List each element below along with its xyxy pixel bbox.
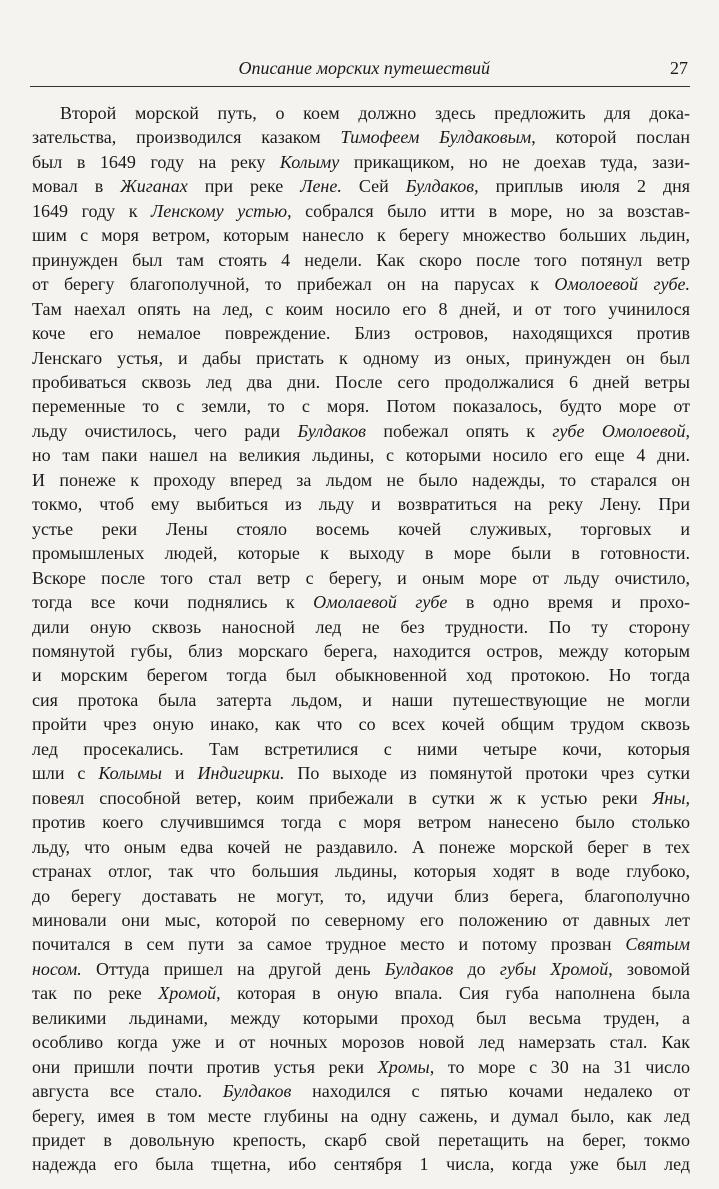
text-line: помянутой губы, близ морскаго берега, находится остров, между которым xyxy=(32,640,690,661)
text-line: и морским берегом тогда был обыкновенной ход протокою. Но тогда xyxy=(32,665,690,686)
text-line: И понеже к проходу вперед за льдом не было надежды, то старался он xyxy=(32,469,690,490)
text-line: тогда все кочи поднялись к Омолаевой губе в одно время и прохо- xyxy=(32,592,690,613)
text-line: носом. Оттуда пришел на другой день Булдаков до губы Хромой, зовомой xyxy=(32,958,690,979)
text-line: зательства, производился казаком Тимофеем Булдаковым, которой послан xyxy=(32,127,690,148)
text-line: шли с Колымы и Индигирки. По выходе из помянутой протоки чрез сутки xyxy=(32,763,691,784)
text-line: почитался в сем пути за самое трудное место и потому прозван Святым xyxy=(32,934,690,955)
text-line: придет в довольную крепость, скарб свой перетащить на берег, токмо xyxy=(32,1130,690,1151)
text-line: августа все стало. Булдаков находился с пятью кочами недалеко от xyxy=(32,1081,690,1102)
text-line: Второй морской путь, о коем должно здесь предложить для дока- xyxy=(60,103,690,123)
text-line: льду очистилось, чего ради Булдаков побежал опять к губе Омолоевой, xyxy=(32,420,690,441)
page-number: 27 xyxy=(670,58,688,78)
text-line: повеял способной ветер, коим прибежали в сутки ж к устью реки Яны, xyxy=(32,787,690,808)
text-line: коче его немалое повреждение. Близ островов, находящихся против xyxy=(32,323,690,344)
text-line: до берегу доставать не могут, то, идучи близ берега, благополучно xyxy=(32,885,690,906)
text-line: льду, что оным едва кочей не раздавило. А понеже морской берег в тех xyxy=(32,836,690,857)
text-line: они пришли почти против устья реки Хромы, то море с 30 на 31 число xyxy=(32,1056,690,1077)
text-line: принужден был там стоять 4 недели. Как скоро после того потянул ветр xyxy=(32,249,690,270)
text-line: великими льдинами, между которыми проход был весьма труден, а xyxy=(32,1007,690,1028)
text-line: устье реки Лены стояло восемь кочей служивых, торговых и xyxy=(32,518,690,539)
text-line: дили оную сквозь наносной лед не без трудности. По ту сторону xyxy=(32,616,690,637)
text-line: Вскоре после того стал ветр с берегу, и оным море от льду очистило, xyxy=(32,567,690,588)
text-line: от берегу благополучной, то прибежал он на парусах к Омолоевой губе. xyxy=(32,274,690,295)
text-line: шим с моря ветром, которым нанесло к берегу множество больших льдин, xyxy=(32,225,690,246)
text-line: берегу, имея в том месте глубины на одну сажень, и думал было, как лед xyxy=(32,1105,690,1126)
text-line: пройти чрез оную инако, как что со всех кочей общим трудом сквозь xyxy=(32,714,690,735)
text-line: против коего случившимся тогда с моря ветром нанесено было столько xyxy=(32,812,690,833)
text-line: особливо когда уже и от ночных морозов новой лед намерзать стал. Как xyxy=(32,1032,690,1053)
text-line: сия протока была затерта льдом, и наши путешествующие не могли xyxy=(32,689,690,710)
text-line: токмо, чтоб ему выбиться из льду и возвратиться на реку Лену. При xyxy=(32,494,690,515)
running-title: Описание морских путешествий xyxy=(238,58,490,78)
text-line: так по реке Хромой, которая в оную впала. Сия губа наполнена была xyxy=(32,983,691,1004)
text-line: Ленскаго устья, и дабы пристать к одному из оных, принужден он был xyxy=(32,347,690,368)
text-line: странах отлог, так что большия льдины, которыя ходят в воде глубоко, xyxy=(32,861,690,882)
text-line: мовал в Жиганах при реке Лене. Сей Булдаков, приплыв июля 2 дня xyxy=(32,176,691,197)
text-line: промышленых людей, которые к выходу в море были в готовности. xyxy=(32,543,690,564)
text-line: 1649 году к Ленскому устью, собрался было итти в море, но за возстав- xyxy=(32,200,690,221)
text-line: надежда его была тщетна, ибо сентября 1 числа, когда уже был лед xyxy=(32,1154,690,1175)
text-line: лед просекались. Там встретилися с ними четыре кочи, которыя xyxy=(32,738,690,759)
text-line: был в 1649 году на реку Колыму прикащиком, но не доехав туда, зази- xyxy=(32,151,690,172)
text-line: Там наехал опять на лед, с коим носило его 8 дней, и от того учинилося xyxy=(32,298,690,319)
text-line: но там паки нашел на великия льдины, с которыми носило его еще 4 дни. xyxy=(32,445,690,466)
text-line: миновали они мыс, которой по северному его положению от давных лет xyxy=(32,909,690,930)
running-header xyxy=(30,56,690,87)
text-line: пробиваться сквозь лед два дни. После сего продолжалися 6 дней ветры xyxy=(32,371,690,392)
body-text xyxy=(32,101,690,1177)
text-line: переменные то с земли, то с моря. Потом показалось, будто море от xyxy=(32,396,690,417)
